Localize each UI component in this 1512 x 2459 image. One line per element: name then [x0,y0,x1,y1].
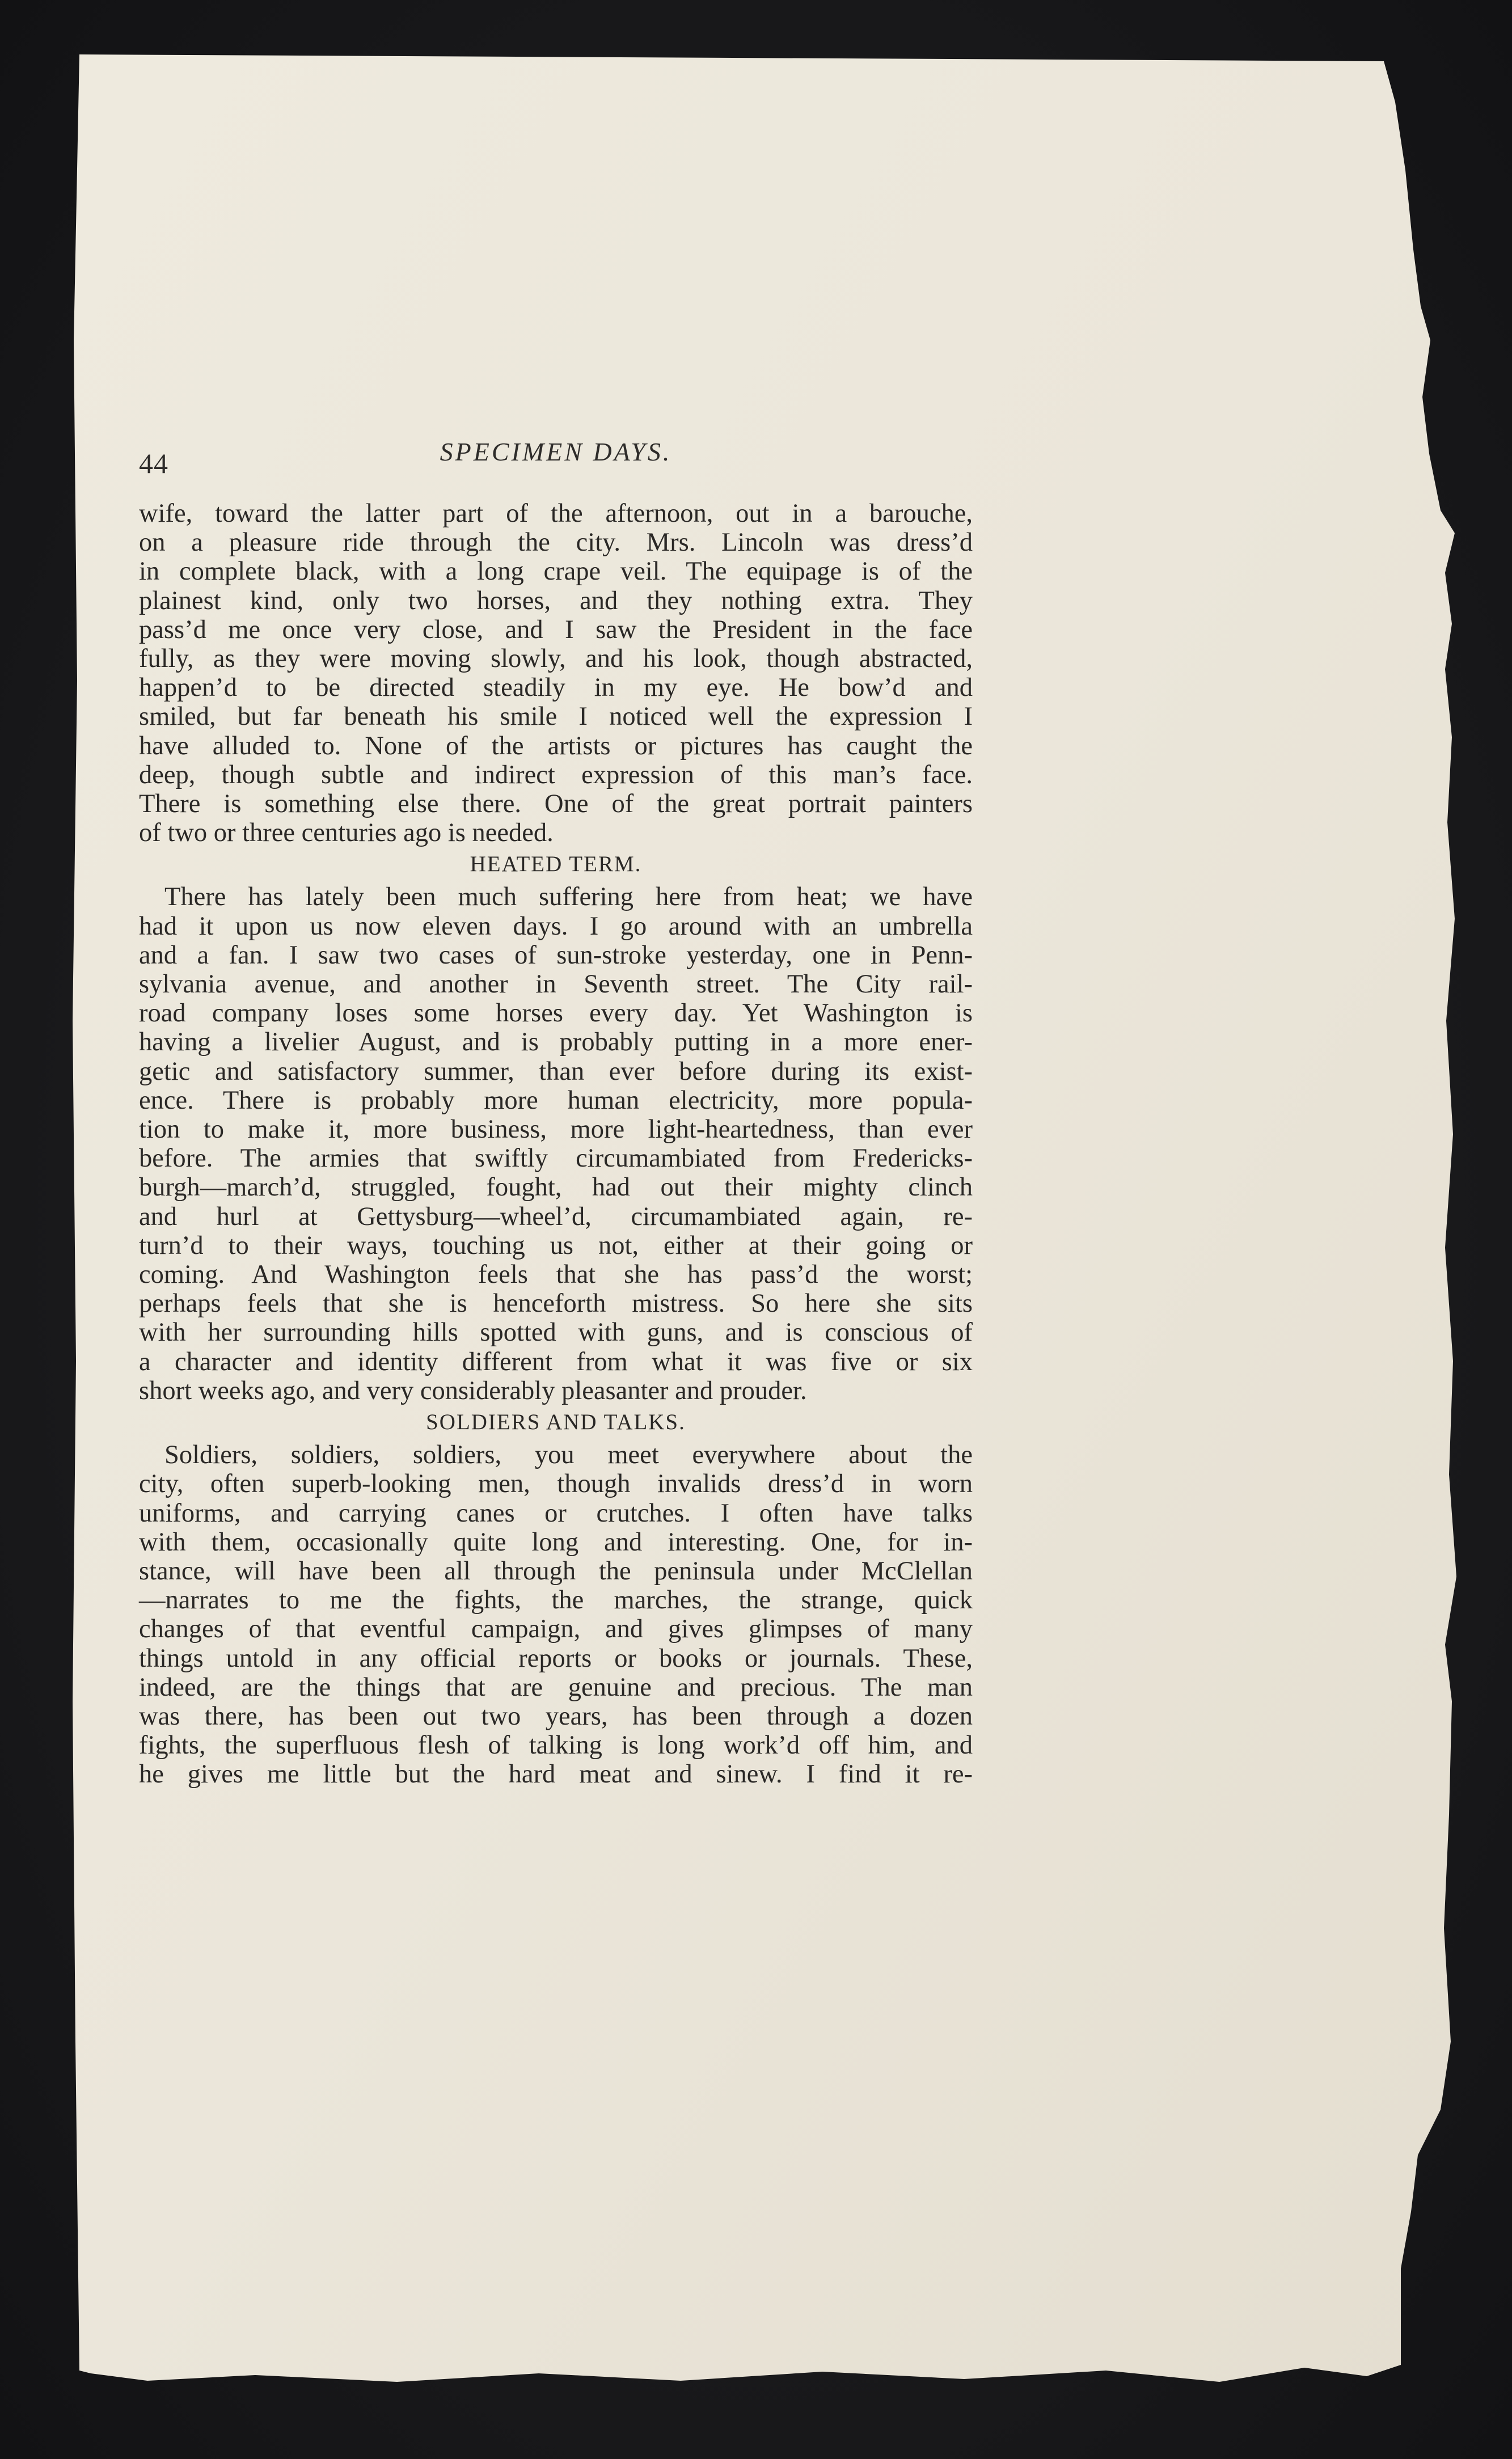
paragraph-soldiers [139,1440,973,1789]
text-line: before. The armies that swiftly circumambiated from Fredericks- [139,1144,973,1173]
text-line: have alluded to. None of the artists or pictures has caught the [139,731,973,760]
text-line: —narrates to me the fights, the marches, the strange, quick [139,1586,973,1615]
text-line: getic and satisfactory summer, than ever before during its exist- [139,1057,973,1086]
text-line: There has lately been much suffering here from heat; we have [164,882,973,912]
text-line: and a fan. I saw two cases of sun-stroke yesterday, one in Penn- [139,940,973,970]
text-line: turn’d to their ways, touching us not, either at their going or [139,1231,973,1260]
section-heading-heated-term: HEATED TERM. [470,852,642,877]
text-line: fully, as they were moving slowly, and his look, though abstracted, [139,644,973,674]
text-line: road company loses some horses every day. Yet Washington is [139,999,973,1028]
text-line: smiled, but far beneath his smile I noticed well the expression I [139,702,973,732]
page-header [139,437,973,488]
text-line: short weeks ago, and very considerably pleasanter and prouder. [139,1376,807,1405]
page-number: 44 [139,447,168,479]
text-line: ence. There is probably more human electricity, more popula- [139,1085,973,1115]
text-line: with them, occasionally quite long and interesting. One, for in- [139,1527,973,1557]
text-line: having a livelier August, and is probably putting in a more ener- [139,1028,973,1057]
text-line: wife, toward the latter part of the afternoon, out in a barouche, [139,499,973,528]
text-line: plainest kind, only two horses, and they nothing extra. They [139,586,973,615]
paragraph-lincoln [139,499,973,847]
paragraph-heated-term [139,882,973,1405]
body-text [139,499,973,1789]
text-line: of two or three centuries ago is needed. [139,818,554,848]
section-heading-soldiers: SOLDIERS AND TALKS. [426,1410,686,1435]
text-line: was there, has been out two years, has been through a dozen [139,1701,973,1731]
running-head: SPECIMEN DAYS. [440,437,672,466]
text-line: things untold in any official reports or books or journals. These, [139,1643,973,1673]
text-line: city, often superb-looking men, though invalids dress’d in worn [139,1469,973,1499]
text-line: had it upon us now eleven days. I go around with an umbrella [139,911,973,941]
text-line: stance, will have been all through the peninsula under McClellan [139,1556,973,1586]
text-line: sylvania avenue, and another in Seventh street. The City rail- [139,970,973,999]
text-line: fights, the superfluous flesh of talking is long work’d off him, and [139,1731,973,1760]
text-line: perhaps feels that she is henceforth mistress. So here she sits [139,1289,973,1319]
text-line: uniforms, and carrying canes or crutches. I often have talks [139,1498,973,1528]
text-line: Soldiers, soldiers, soldiers, you meet everywhere about the [164,1440,973,1470]
text-line: in complete black, with a long crape veil. The equipage is of the [139,557,973,586]
text-line: tion to make it, more business, more light-heartedness, than ever [139,1115,973,1144]
text-line: changes of that eventful campaign, and gives glimpses of many [139,1615,973,1644]
text-line: happen’d to be directed steadily in my eye. He bow’d and [139,673,973,703]
text-line: deep, though subtle and indirect expression of this man’s face. [139,760,973,789]
text-line: on a pleasure ride through the city. Mrs. Lincoln was dress’d [139,528,973,557]
text-line: There is something else there. One of the great portrait painters [139,789,973,819]
text-line: and hurl at Gettysburg—wheel’d, circumambiated again, re- [139,1202,973,1231]
text-line: a character and identity different from what it was five or six [139,1347,973,1376]
text-line: indeed, are the things that are genuine and precious. The man [139,1672,973,1702]
text-line: he gives me little but the hard meat and sinew. I find it re- [139,1760,973,1789]
text-line: with her surrounding hills spotted with guns, and is conscious of [139,1318,973,1347]
text-line: pass’d me once very close, and I saw the President in the face [139,615,973,644]
text-line: coming. And Washington feels that she has pass’d the worst; [139,1260,973,1290]
text-line: burgh—march’d, struggled, fought, had out their mighty clinch [139,1173,973,1202]
